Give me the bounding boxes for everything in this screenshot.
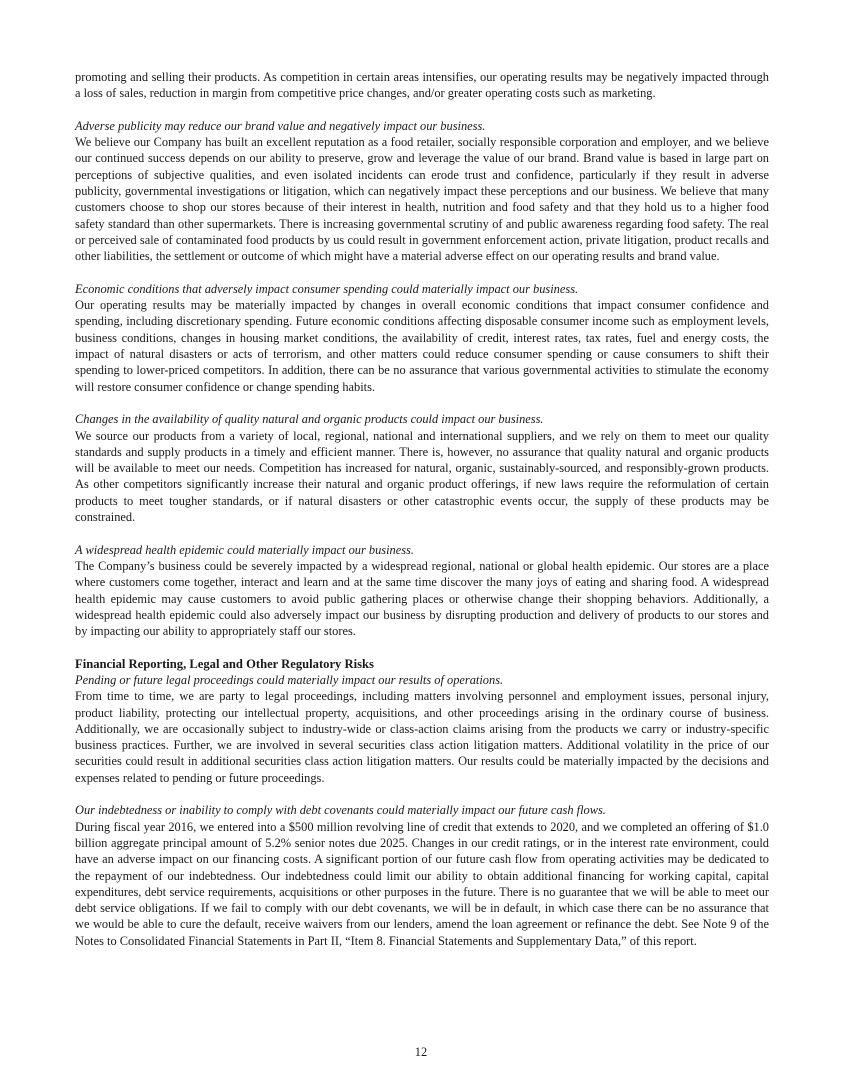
- risk-body-health-epidemic: The Company’s business could be severely impacted by a widespread regional, national or global health epidemic. Our stores are a place where customers come together, interact and learn and at the same time discover the many joys of eating and sharing food. A widespread health epidemic may cause customers to avoid public gathering places or otherwise change their shopping behaviors. Additionally, a widespread health epidemic could also adversely impact our business by disrupting production and delivery of products to our stores and by impacting our ability to appropriately staff our stores.: [75, 558, 769, 639]
- risk-heading-economic-conditions: Economic conditions that adversely impact consumer spending could materially impact our business.: [75, 281, 579, 296]
- spacer: [75, 639, 769, 655]
- risk-heading-product-availability: Changes in the availability of quality natural and organic products could impact our business.: [75, 412, 544, 427]
- risk-heading-legal-proceedings: Pending or future legal proceedings could materially impact our results of operations.: [75, 672, 504, 687]
- risk-body-product-availability: We source our products from a variety of local, regional, national and international suppliers, and we rely on them to meet our quality standards and supply products in a timely and efficient manner. There is, however, no assurance that quality natural and organic products will be available to meet our needs. Competition has increased for natural, organic, sustainably-sourced, and responsibly-grown products. As other competitors significantly increase their natural and organic product offerings, if new laws require the reformulation of certain products to meet tougher standards, or if natural disasters or other catastrophic events occur, the supply of these products may be constrained.: [75, 428, 769, 525]
- risk-heading-indebtedness: Our indebtedness or inability to comply with debt covenants could materially impact our future cash flows.: [75, 803, 606, 818]
- spacer: [75, 102, 769, 118]
- section-title: Financial Reporting, Legal and Other Regulatory Risks: [75, 656, 374, 671]
- page-number: 12: [414, 1045, 428, 1059]
- risk-heading-adverse-publicity: Adverse publicity may reduce our brand value and negatively impact our business.: [75, 118, 486, 133]
- risk-body-adverse-publicity: We believe our Company has built an excellent reputation as a food retailer, socially responsible corporation and employer, and we believe our continued success depends on our ability to preserve, grow and leverage the value of our brand. Brand value is based in large part on perceptions of subjective qualities, and even isolated incidents can erode trust and confidence, particularly if they result in adverse publicity, governmental investigations or litigation, which can negatively impact these perceptions and our business. We believe that many customers choose to shop our stores because of their interest in health, nutrition and food safety and that they hold us to a higher food safety standard than other supermarkets. There is increasing governmental scrutiny of and public awareness regarding food safety. The real or perceived sale of contaminated food products by us could result in government enforcement action, private litigation, product recalls and other liabilities, the settlement or outcome of which might have a material adverse effect on our operating results and brand value.: [75, 135, 769, 264]
- document-page: [75, 69, 769, 949]
- spacer: [75, 786, 769, 802]
- risk-body-economic-conditions: Our operating results may be materially impacted by changes in overall economic conditions that impact consumer confidence and spending, including discretionary spending. Future economic conditions affecting disposable consumer income such as employment levels, business conditions, changes in housing market conditions, the availability of credit, interest rates, tax rates, fuel and energy costs, the impact of natural disasters or acts of terrorism, and other matters could reduce consumer spending or cause consumers to shift their spending to lower-priced competitors. In addition, there can be no assurance that various governmental activities to stimulate the economy will restore consumer confidence or change spending habits.: [75, 298, 769, 394]
- risk-body-indebtedness: During fiscal year 2016, we entered into a $500 million revolving line of credit that extends to 2020, and we completed an offering of $1.0 billion aggregate principal amount of 5.2% senior notes due 2025. Changes in our credit ratings, or in the interest rate environment, could have an adverse impact on our financing costs. A significant portion of our future cash flow from operating activities may be dedicated to the repayment of our indebtedness. Our indebtedness could limit our ability to obtain additional financing for working capital, capital expenditures, debt service requirements, acquisitions or other purposes in the future. There is no guarantee that we will be able to meet our debt service obligations. If we fail to comply with our debt covenants, we will be in default, in which case there can be no assurance that we would be able to cure the default, receive waivers from our lenders, amend the loan agreement or refinance the debt. See Note 9 of the Notes to Consolidated Financial Statements in Part II, “Item 8. Financial Statements and Supplementary Data,” of this report.: [75, 819, 769, 948]
- spacer: [75, 395, 769, 411]
- risk-body-legal-proceedings: From time to time, we are party to legal proceedings, including matters involving personnel and employment issues, personal injury, product liability, protecting our intellectual property, acquisitions, and other proceedings arising in the ordinary course of business. Additionally, we are occasionally subject to industry-wide or class-action claims arising from the products we carry or industry-specific business practices. Further, we are involved in several securities class action litigation matters. Additional volatility in the price of our securities could result in additional securities class action litigation matters. Our results could be materially impacted by the decisions and expenses related to pending or future proceedings.: [75, 689, 769, 785]
- spacer: [75, 525, 769, 541]
- risk-heading-health-epidemic: A widespread health epidemic could materially impact our business.: [75, 542, 414, 557]
- intro-paragraph: promoting and selling their products. As competition in certain areas intensifies, our operating results may be negatively impacted through a loss of sales, reduction in margin from competitive price changes, and/or greater operating costs such as marketing.: [75, 70, 769, 101]
- spacer: [75, 265, 769, 281]
